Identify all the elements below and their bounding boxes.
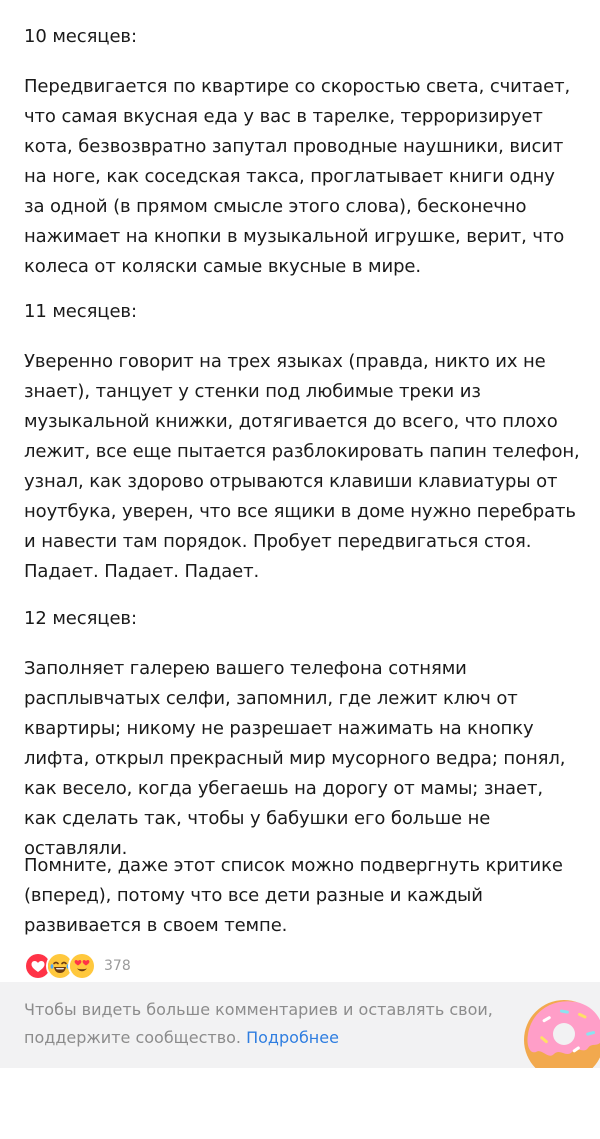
reactions-bar[interactable] — [24, 952, 131, 980]
learn-more-link[interactable]: Подробнее — [246, 1028, 339, 1047]
section-heading-12-months: 12 месяцев: — [24, 608, 137, 629]
section-body-12-months: Заполняет галерею вашего телефона сотнями расплывчатых селфи, запомнил, где лежит ключ от квартиры; никому не разрешает нажимать на кнопку лифта, открыл прекрасный мир мусорного ведра; понял, как весело, когда убегаешь на дорогу от мамы; знает, как сделать так, чтобы у бабушки его больше не оставляли. — [24, 658, 566, 859]
paywall-message-block — [24, 996, 524, 1052]
section-body-11-months: Уверенно говорит на трех языках (правда, никто их не знает), танцует у стенки под любимые треки из музыкальной книжки, дотягивается до всего, что плохо лежит, все еще пытается разблокировать папин телефон, узнал, как здорово отрываются клавиши клавиатуры от ноутбука, уверен, что все ящики в доме нужно перебрать и навести там порядок. Пробует передвигаться стоя. Падает. Падает. Падает. — [24, 351, 580, 582]
paywall-message: Чтобы видеть больше комментариев и оставлять свои, поддержите сообщество. — [24, 1000, 493, 1047]
donut-icon — [516, 990, 600, 1068]
section-heading-11-months: 11 месяцев: — [24, 301, 137, 322]
section-heading-10-months: 10 месяцев: — [24, 26, 137, 47]
comments-paywall-banner — [0, 982, 600, 1068]
reactions-count: 378 — [104, 958, 131, 974]
post-conclusion: Помните, даже этот список можно подвергнуть критике (вперед), потому что все дети разные и каждый развивается в своем темпе. — [24, 855, 563, 936]
heart-eyes-emoji-icon[interactable] — [68, 952, 96, 980]
section-body-10-months: Передвигается по квартире со скоростью света, считает, что самая вкусная еда у вас в тарелке, терроризирует кота, безвозвратно запутал проводные наушники, висит на ноге, как соседская такса, проглатывает книги одну за одной (в прямом смысле этого слова), бесконечно нажимает на кнопки в музыкальной игрушке, верит, что колеса от коляски самые вкусные в мире. — [24, 76, 571, 277]
